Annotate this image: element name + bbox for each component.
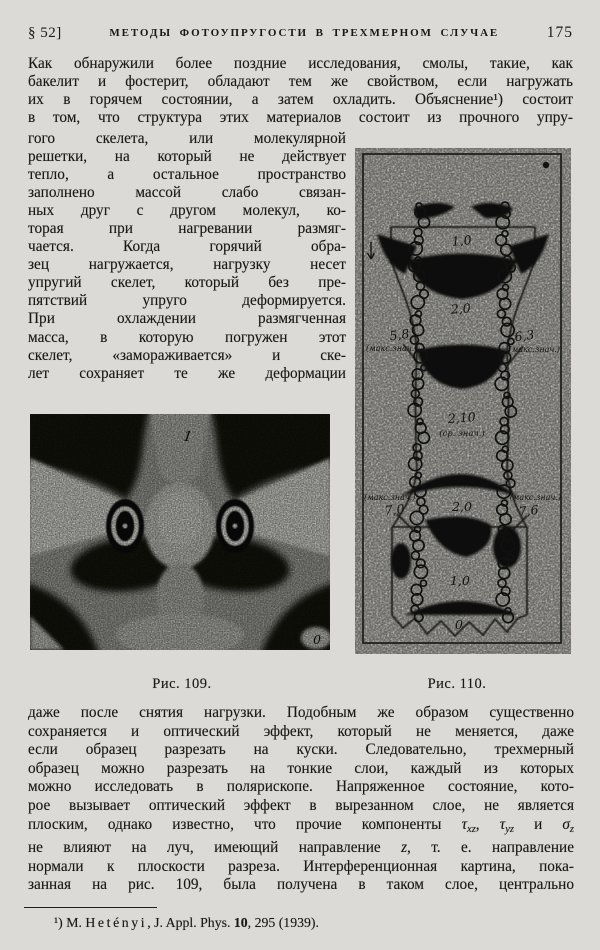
fringe-value-second: 2,0 bbox=[450, 300, 472, 317]
subscript-z: z bbox=[569, 823, 575, 835]
text-line: зец нагружается, нагрузку несет bbox=[28, 256, 346, 274]
figure-109-caption: Рис. 109. bbox=[152, 676, 212, 692]
text-line: тепло, а остальное пространство bbox=[28, 166, 346, 184]
text-segment: и bbox=[513, 815, 563, 833]
text-segment: не влияют на луч, имеющий направление bbox=[28, 839, 402, 857]
figure-110-caption: Рис. 110. bbox=[427, 676, 487, 692]
page-number: 175 bbox=[546, 24, 573, 41]
reference-tail: , 295 (1939). bbox=[247, 915, 319, 930]
figure-110-stress-diagram bbox=[355, 148, 571, 654]
author-name: Hetényi bbox=[85, 915, 148, 930]
text-line: упругий скелет, который без пре- bbox=[28, 274, 346, 292]
text-line: торая при нагревании размяг- bbox=[28, 220, 346, 238]
text-line: рое вызывает оптический эффект в вырезанном слое, не является bbox=[28, 796, 574, 814]
fringe-value-bottom: 1,0 bbox=[450, 573, 470, 588]
text-line: даже после снятия нагрузки. Подобным же образом существенно bbox=[28, 704, 574, 721]
author-initial: M. bbox=[66, 915, 86, 930]
fringe-value-left-max: 5,8 bbox=[388, 325, 411, 344]
text-line-with-math bbox=[28, 839, 574, 858]
footnote-rule bbox=[24, 907, 157, 908]
text-line: если образец разрезать на куски. Следовательно, трехмерный bbox=[28, 741, 574, 759]
fringe-note-right-max: (макс.знач.) bbox=[508, 345, 560, 354]
text-line: ных друг с другом молекул, ко- bbox=[28, 202, 346, 220]
fringe-value-zero: 0 bbox=[455, 617, 463, 632]
text-segment: , bbox=[475, 815, 500, 833]
fringe-value-top: 1,0 bbox=[451, 232, 473, 249]
text-line: сохраняется и оптический эффект, который не меняется, даже bbox=[28, 722, 574, 740]
fringe-note-lower-left: (макс.знач.) bbox=[364, 493, 416, 502]
paragraph-wrap-column bbox=[28, 130, 346, 383]
paragraph-bottom bbox=[28, 704, 574, 895]
text-line: образец можно разрезать на тонкие слои, каждый из которых bbox=[28, 759, 574, 777]
subscript-yz: yz bbox=[505, 823, 514, 835]
fringe-note-left-max: (макс.знач.) bbox=[366, 344, 418, 353]
footnote bbox=[28, 915, 573, 931]
running-head bbox=[28, 24, 573, 42]
figure-109-photo bbox=[30, 414, 330, 650]
text-line: нормали к плоскости разреза. Интерференционная картина, пока- bbox=[28, 857, 574, 875]
text-line: чается. Когда горячий обра- bbox=[28, 238, 346, 256]
text-line: При охлаждении размягченная bbox=[28, 310, 346, 328]
fringe-value-lower-middle: 2,0 bbox=[452, 499, 472, 514]
text-line: скелет, «замораживается» и ске- bbox=[28, 346, 346, 364]
paragraph-top bbox=[28, 55, 573, 127]
sigma-symbol: σ bbox=[562, 815, 570, 833]
text-segment: , т. е. направление bbox=[407, 839, 574, 857]
fringe-value-lower-right: 7,6 bbox=[517, 502, 540, 520]
text-line: решетки, на который не действует bbox=[28, 148, 346, 166]
running-title: МЕТОДЫ ФОТОУПРУГОСТИ В ТРЕХМЕРНОМ СЛУЧАЕ bbox=[109, 27, 500, 39]
text-line: бакелит и фостерит, обладают тем же свойством, если нагружать bbox=[28, 73, 573, 91]
z-symbol: z bbox=[401, 839, 408, 857]
text-line: в том, что структура этих материалов состоит из прочного упру- bbox=[28, 109, 573, 127]
section-label: § 52] bbox=[28, 25, 62, 41]
tau-symbol: τ bbox=[499, 815, 506, 833]
subscript-xz: xz bbox=[467, 823, 476, 835]
text-line: масса, в которую погружен этот bbox=[28, 328, 346, 346]
fringe-note-lower-right: (макс.знач.) bbox=[509, 493, 561, 502]
fringe-note-middle: (ср. знач.) bbox=[439, 429, 485, 439]
text-line: можно исследовать в полярископе. Напряженное состояние, кото- bbox=[28, 778, 574, 796]
fringe-value-middle: 2,10 bbox=[447, 409, 477, 426]
text-line: лет сохраняет те же деформации bbox=[28, 364, 346, 382]
text-line: пятствий упруго деформируется. bbox=[28, 292, 346, 310]
text-line: их в горячем состоянии, а затем охладить. Объяснение¹) состоит bbox=[28, 91, 573, 109]
text-line: Как обнаружили более поздние исследования, смолы, такие, как bbox=[28, 55, 573, 72]
tau-symbol: τ bbox=[461, 815, 468, 833]
journal-reference: , J. Appl. Phys. bbox=[147, 915, 234, 930]
photo-grain bbox=[30, 414, 330, 650]
footnote-marker: ¹) bbox=[54, 915, 67, 930]
text-line: занная на рис. 109, была получена в таком слое, центрально bbox=[28, 876, 574, 894]
text-line-with-math bbox=[28, 816, 574, 840]
text-segment: плоским, однако известно, что прочие компоненты bbox=[28, 815, 462, 833]
fringe-value-lower-left: 7,0 bbox=[383, 501, 406, 519]
journal-volume: 10 bbox=[233, 915, 248, 930]
fringe-value-right-max: 6,3 bbox=[513, 326, 536, 345]
text-line: гого скелета, или молекулярной bbox=[28, 130, 346, 147]
ink-spot bbox=[543, 162, 549, 168]
text-line: заполнено массой слабо связан- bbox=[28, 184, 346, 202]
